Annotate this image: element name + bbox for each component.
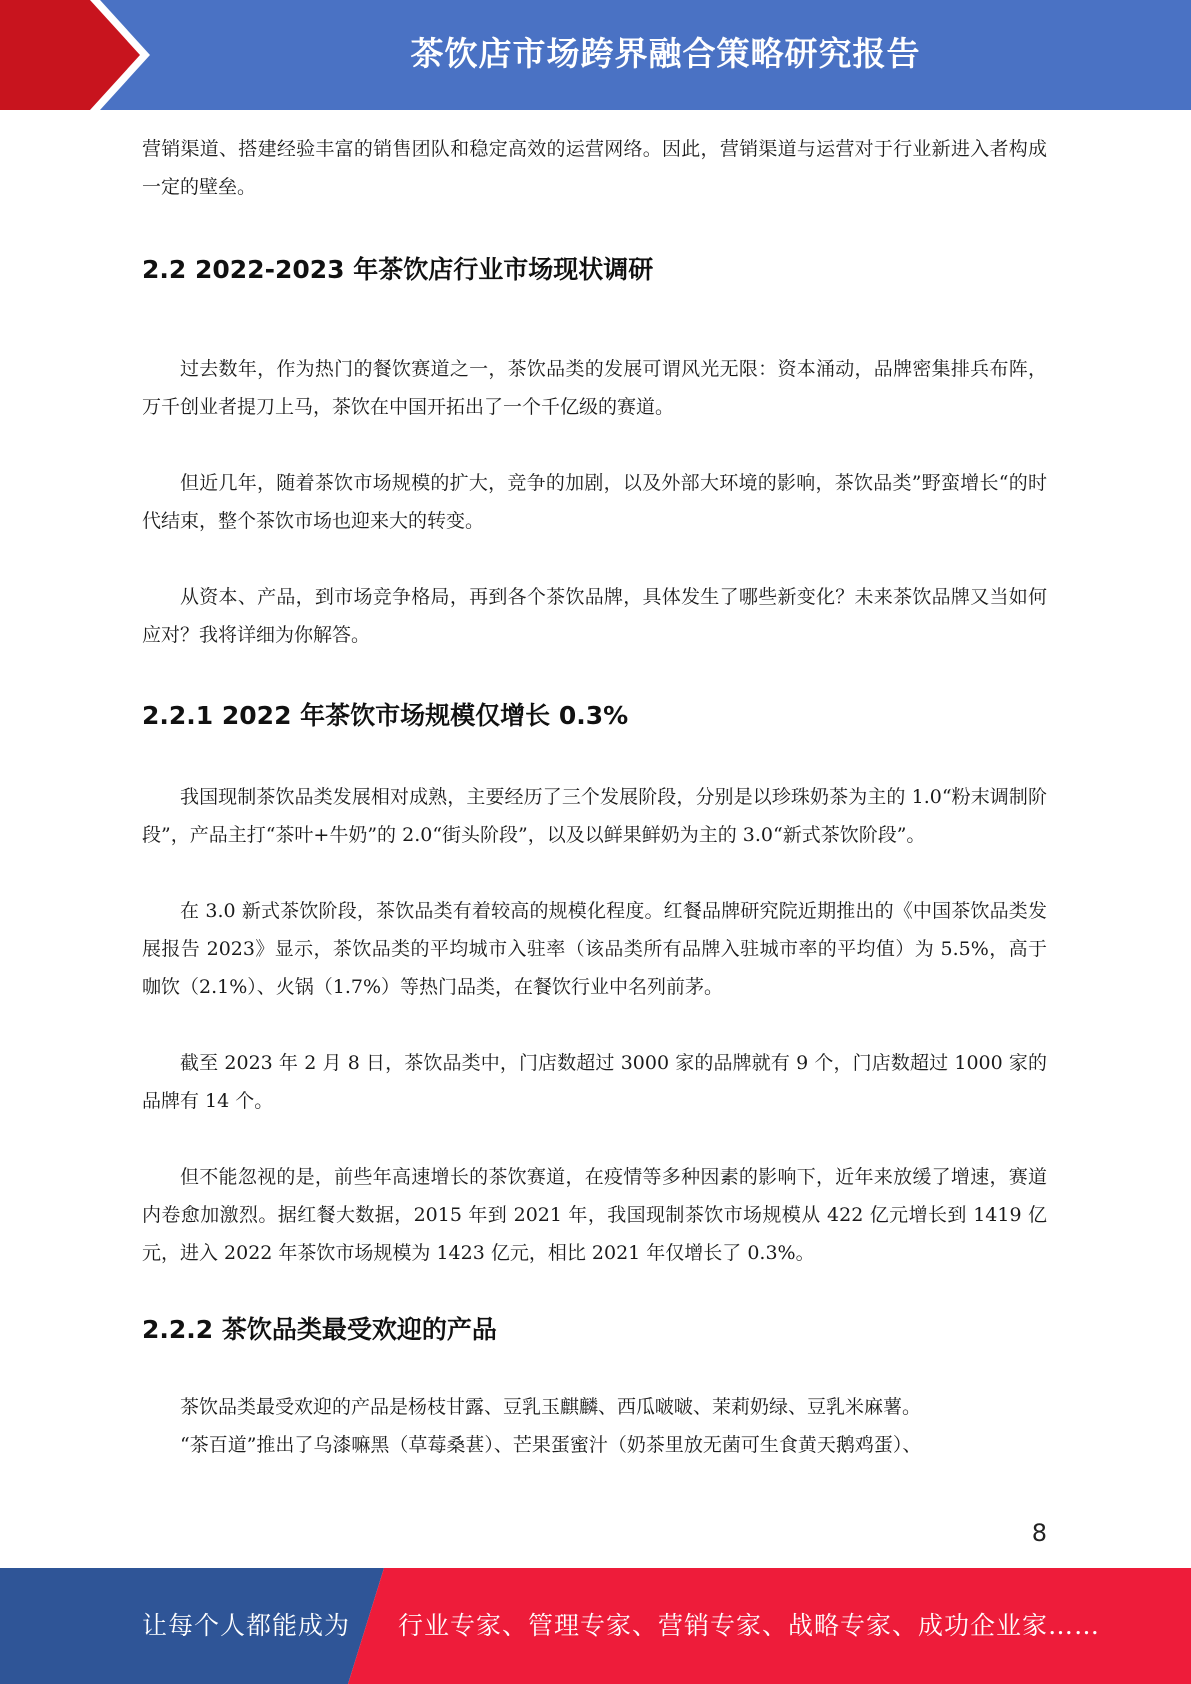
section-heading-2-2: 2.2 2022-2023 年茶饮店行业市场现状调研 xyxy=(142,255,654,284)
page-number: 8 xyxy=(1031,1519,1047,1547)
paragraph: 截至 2023 年 2 月 8 日，茶饮品类中，门店数超过 3000 家的品牌就有 9 个，门店数超过 1000 家的品牌有 14 个。 xyxy=(142,1052,1047,1112)
section-heading-2-2-2: 2.2.2 茶饮品类最受欢迎的产品 xyxy=(142,1315,497,1344)
paragraph: 营销渠道、搭建经验丰富的销售团队和稳定高效的运营网络。因此，营销渠道与运营对于行业新进入者构成一定的壁垒。 xyxy=(142,138,1047,198)
paragraph: 在 3.0 新式茶饮阶段，茶饮品类有着较高的规模化程度。红餐品牌研究院近期推出的《中国茶饮品类发展报告 2023》显示，茶饮品类的平均城市入驻率（该品类所有品牌入驻城市率的平均值）为 5.5%，高于咖饮（2.1%）、火锅（1.7%）等热门品类，在餐饮行业中名列前茅。 xyxy=(142,900,1047,998)
paragraph: 但近几年，随着茶饮市场规模的扩大，竞争的加剧，以及外部大环境的影响，茶饮品类”野蛮增长“的时代结束，整个茶饮市场也迎来大的转变。 xyxy=(142,472,1047,532)
footer-slogan-left: 让每个人都能成为 xyxy=(142,1611,351,1640)
paragraph: 但不能忽视的是，前些年高速增长的茶饮赛道，在疫情等多种因素的影响下，近年来放缓了增速，赛道内卷愈加激烈。据红餐大数据，2015 年到 2021 年，我国现制茶饮市场规模从 422 亿元增长到 1419 亿元，进入 2022 年茶饮市场规模为 1423 亿元，相比 2021 年仅增长了 0.3%。 xyxy=(142,1166,1047,1264)
header-title: 茶饮店市场跨界融合策略研究报告 xyxy=(410,34,921,73)
paragraph: “茶百道”推出了乌漆嘛黑（草莓桑葚）、芒果蛋蜜汁（奶茶里放无菌可生食黄天鹅鸡蛋）、 xyxy=(180,1434,922,1456)
paragraph: 从资本、产品，到市场竞争格局，再到各个茶饮品牌，具体发生了哪些新变化？未来茶饮品牌又当如何应对？我将详细为你解答。 xyxy=(142,586,1047,646)
paragraph: 我国现制茶饮品类发展相对成熟，主要经历了三个发展阶段，分别是以珍珠奶茶为主的 1.0“粉末调制阶段”，产品主打“茶叶+牛奶”的 2.0“街头阶段”，以及以鲜果鲜奶为主的 3.0“新式茶饮阶段”。 xyxy=(142,786,1047,846)
paragraph: 茶饮品类最受欢迎的产品是杨枝甘露、豆乳玉麒麟、西瓜啵啵、茉莉奶绿、豆乳米麻薯。 xyxy=(180,1396,922,1418)
document-body xyxy=(142,130,1047,1464)
paragraph: 过去数年，作为热门的餐饮赛道之一，茶饮品类的发展可谓风光无限：资本涌动，品牌密集排兵布阵，万千创业者提刀上马，茶饮在中国开拓出了一个千亿级的赛道。 xyxy=(142,358,1047,418)
page-header xyxy=(0,0,1191,110)
page-footer xyxy=(0,1568,1191,1684)
section-heading-2-2-1: 2.2.1 2022 年茶饮市场规模仅增长 0.3% xyxy=(142,701,629,730)
footer-slogan-right: 行业专家、管理专家、营销专家、战略专家、成功企业家…… xyxy=(398,1611,1101,1640)
